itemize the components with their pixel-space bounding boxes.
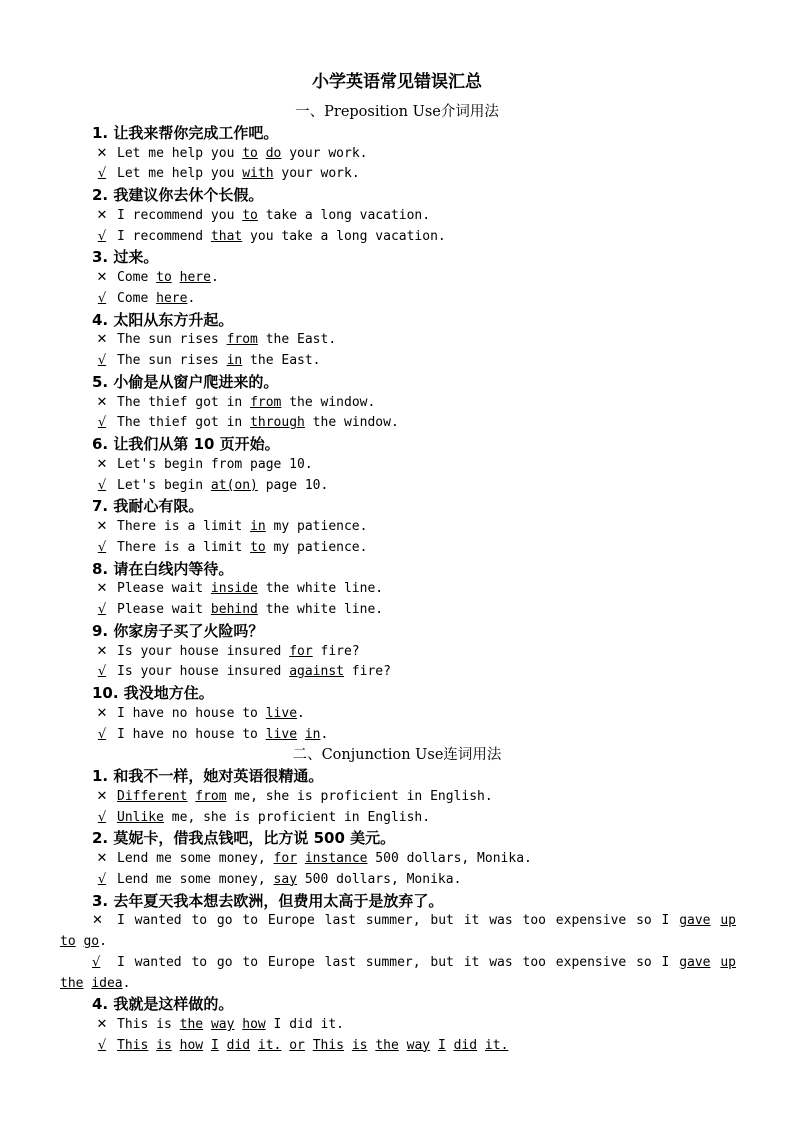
sentence-text: page 10. — [257, 477, 329, 493]
underlined-word: with — [242, 166, 274, 182]
sentence-text: . — [320, 726, 329, 742]
sentence-text: Come — [117, 270, 157, 285]
wrong-sentence — [92, 206, 430, 226]
underlined-word: Unlike — [117, 809, 164, 825]
underlined-word: up — [720, 954, 736, 970]
sentence-text: the East. — [242, 353, 321, 368]
sentence-text — [399, 1038, 407, 1053]
sentence-text — [477, 1038, 485, 1053]
underlined-word: I — [210, 1037, 219, 1053]
underlined-word: Different — [117, 788, 188, 804]
check-mark-icon: √ — [97, 664, 107, 680]
cross-mark-icon: ✕ — [96, 207, 108, 223]
question-chinese: 4. 太阳从东方升起。 — [92, 310, 234, 329]
correct-sentence — [92, 662, 391, 682]
underlined-word: did — [453, 1037, 478, 1053]
cross-mark-icon: ✕ — [96, 1017, 108, 1032]
question-chinese: 10. 我没地方住。 — [92, 684, 214, 702]
sentence-text — [219, 1038, 227, 1053]
sentence-text: This is — [117, 1017, 180, 1032]
sentence-text — [258, 146, 266, 161]
sentence-text: the window. — [281, 394, 376, 410]
wrong-sentence — [92, 911, 736, 931]
underlined-word: go — [83, 934, 100, 949]
cross-mark-icon: ✕ — [96, 332, 108, 348]
wrong-sentence — [92, 579, 383, 599]
sentence-text: the window. — [304, 415, 399, 431]
underlined-word: do — [265, 145, 282, 161]
sentence-text — [430, 1038, 438, 1053]
underlined-word: to — [242, 145, 258, 161]
sentence-text: There is a limit — [117, 539, 251, 555]
underlined-word: the — [179, 1017, 204, 1032]
sentence-text: my patience. — [265, 539, 368, 555]
sentence-text: Lend me some money, — [117, 871, 274, 887]
section-heading: 二、Conjunction Use连词用法 — [292, 747, 502, 764]
sentence-text: The sun rises — [117, 353, 227, 368]
correct-sentence — [92, 600, 383, 620]
underlined-word: This — [312, 1037, 345, 1053]
sentence-text: I recommend — [117, 228, 211, 244]
underlined-word: gave — [679, 954, 711, 970]
correct-sentence — [92, 1036, 508, 1056]
underlined-word: to — [242, 207, 258, 223]
sentence-text: 500 dollars, Monika. — [367, 851, 532, 866]
wrong-sentence-continued — [60, 932, 107, 952]
sentence-text — [305, 1038, 313, 1053]
sentence-text: Let me help you — [117, 166, 243, 182]
question-chinese: 3. 过来。 — [92, 248, 159, 267]
underlined-word: way — [406, 1037, 431, 1053]
underlined-word: live — [265, 705, 298, 721]
sentence-text: . — [99, 934, 107, 949]
sentence-text: your work. — [273, 166, 360, 182]
correct-sentence — [92, 870, 461, 890]
sentence-text: . — [187, 290, 196, 306]
underlined-word: from — [195, 788, 227, 804]
check-mark-icon: √ — [97, 726, 107, 742]
sentence-text: the white line. — [257, 581, 384, 597]
underlined-word: up — [720, 913, 736, 929]
cross-mark-icon: ✕ — [96, 394, 108, 410]
sentence-text: . — [122, 975, 131, 991]
underlined-word: gave — [679, 913, 711, 929]
sentence-text: I did it. — [265, 1017, 345, 1032]
wrong-sentence — [92, 517, 367, 537]
cross-mark-icon: ✕ — [96, 851, 108, 866]
sentence-text: Please wait — [117, 581, 211, 597]
sentence-text — [344, 1038, 352, 1053]
question-chinese: 9. 你家房子买了火险吗？ — [92, 621, 264, 640]
question-chinese: 3. 去年夏天我本想去欧洲，但费用太高于是放弃了。 — [92, 891, 444, 910]
correct-sentence — [92, 725, 328, 745]
question-chinese: 7. 我耐心有限。 — [92, 497, 204, 516]
cross-mark-icon: ✕ — [96, 145, 108, 161]
check-mark-icon: √ — [97, 1037, 107, 1053]
question-chinese: 4. 我就是这样做的。 — [92, 995, 234, 1014]
sentence-text: take a long vacation. — [257, 207, 431, 223]
correct-sentence — [92, 289, 195, 309]
underlined-word: here — [179, 270, 211, 285]
sentence-text — [711, 955, 721, 970]
underlined-word: I — [437, 1037, 446, 1053]
check-mark-icon: √ — [97, 871, 107, 887]
check-mark-icon: √ — [97, 539, 107, 555]
cross-mark-icon: ✕ — [96, 456, 108, 472]
sentence-text: I wanted to go to Europe last summer, but it was too expensive so I — [117, 954, 680, 970]
underlined-word: it. — [484, 1037, 509, 1053]
underlined-word: in — [304, 726, 321, 742]
sentence-text: Let's begin — [117, 477, 211, 493]
sentence-text: The thief got in — [117, 394, 251, 410]
sentence-text: I have no house to — [117, 705, 266, 721]
underlined-word: at(on) — [210, 477, 258, 493]
wrong-sentence — [92, 1015, 344, 1035]
cross-mark-icon: ✕ — [96, 643, 108, 659]
underlined-word: to — [250, 539, 266, 555]
underlined-word: here — [156, 290, 188, 306]
underlined-word: instance — [304, 851, 368, 866]
sentence-text — [172, 1038, 180, 1053]
question-chinese: 8. 请在白线内等待。 — [92, 559, 234, 578]
underlined-word: it. — [257, 1037, 282, 1053]
correct-sentence — [92, 413, 399, 433]
underlined-word: or — [289, 1037, 305, 1053]
underlined-word: for — [289, 643, 313, 659]
underlined-word: is — [156, 1037, 172, 1053]
underlined-word: way — [210, 1017, 235, 1032]
underlined-word: against — [289, 664, 344, 680]
sentence-text — [250, 1038, 258, 1053]
underlined-word: through — [250, 415, 305, 431]
question-chinese: 5. 小偷是从窗户爬进来的。 — [92, 372, 279, 391]
sentence-text: me, she is proficient in English. — [163, 809, 431, 825]
underlined-word: the — [375, 1037, 399, 1053]
sentence-text: There is a limit — [117, 519, 251, 534]
sentence-text — [297, 851, 305, 866]
underlined-word: how — [179, 1037, 204, 1053]
sentence-text: Is your house insured — [117, 643, 290, 659]
sentence-text: me, she is proficient in English. — [226, 788, 493, 804]
underlined-word: to — [156, 270, 172, 285]
sentence-text: The sun rises — [117, 332, 227, 348]
wrong-sentence — [92, 144, 367, 164]
sentence-text: I have no house to — [117, 726, 266, 742]
correct-sentence — [92, 538, 367, 558]
sentence-text: Let's begin from page 10. — [117, 456, 313, 472]
wrong-sentence — [92, 787, 493, 807]
sentence-text: Please wait — [117, 602, 211, 617]
underlined-word: behind — [210, 602, 258, 617]
wrong-sentence — [92, 642, 360, 662]
cross-mark-icon: ✕ — [96, 788, 108, 804]
correct-sentence — [92, 227, 446, 247]
underlined-word: say — [273, 871, 298, 887]
section-heading: 一、Preposition Use介词用法 — [295, 104, 499, 120]
question-chinese: 1. 让我来帮你完成工作吧。 — [92, 123, 279, 142]
document-title: 小学英语常见错误汇总 — [312, 72, 482, 92]
wrong-sentence — [92, 330, 336, 350]
cross-mark-icon: ✕ — [96, 270, 108, 285]
check-mark-icon: √ — [97, 602, 107, 617]
underlined-word: idea — [91, 975, 123, 991]
underlined-word: in — [250, 519, 266, 534]
question-chinese: 2. 莫妮卡，借我点钱吧，比方说 500 美元。 — [92, 829, 396, 848]
check-mark-icon: √ — [97, 228, 107, 244]
underlined-word: in — [226, 353, 243, 368]
cross-mark-icon: ✕ — [92, 913, 103, 929]
sentence-text: Come — [117, 290, 157, 306]
wrong-sentence — [92, 268, 219, 288]
wrong-sentence — [92, 455, 313, 475]
sentence-text — [172, 270, 180, 285]
correct-sentence — [92, 476, 328, 496]
underlined-word: This — [117, 1037, 149, 1053]
underlined-word: how — [242, 1017, 266, 1032]
check-mark-icon: √ — [97, 353, 107, 368]
underlined-word: for — [273, 851, 298, 866]
underlined-word: to — [60, 934, 76, 949]
underlined-word: from — [226, 332, 258, 348]
sentence-text: Let me help you — [117, 145, 243, 161]
check-mark-icon: √ — [97, 477, 107, 493]
sentence-text: my patience. — [265, 519, 368, 534]
check-mark-icon: √ — [97, 415, 107, 431]
wrong-sentence — [92, 704, 305, 724]
correct-sentence — [92, 164, 360, 184]
correct-sentence — [92, 808, 430, 828]
sentence-text: you take a long vacation. — [242, 228, 446, 244]
check-mark-icon: √ — [92, 954, 101, 970]
sentence-text: I recommend you — [117, 207, 243, 223]
sentence-text: fire? — [312, 643, 360, 659]
underlined-word: from — [250, 394, 282, 410]
cross-mark-icon: ✕ — [96, 705, 108, 721]
check-mark-icon: √ — [97, 166, 107, 182]
sentence-text: the white line. — [257, 602, 384, 617]
correct-sentence — [92, 351, 321, 371]
sentence-text — [297, 727, 305, 742]
underlined-word: that — [210, 228, 243, 244]
correct-sentence-continued — [60, 974, 130, 994]
underlined-word: the — [60, 975, 84, 991]
sentence-text: fire? — [343, 664, 391, 680]
sentence-text — [203, 1038, 211, 1053]
underlined-word: is — [351, 1037, 368, 1053]
sentence-text — [148, 1038, 156, 1053]
correct-sentence — [92, 953, 736, 973]
sentence-text: 500 dollars, Monika. — [297, 871, 462, 887]
sentence-text: Lend me some money, — [117, 851, 274, 866]
sentence-text — [446, 1038, 454, 1053]
check-mark-icon: √ — [97, 809, 107, 825]
cross-mark-icon: ✕ — [96, 581, 108, 597]
check-mark-icon: √ — [97, 290, 107, 306]
sentence-text — [711, 913, 721, 928]
underlined-word: inside — [210, 581, 258, 597]
sentence-text: . — [297, 705, 305, 721]
sentence-text: . — [210, 270, 219, 285]
question-chinese: 2. 我建议你去休个长假。 — [92, 186, 264, 204]
question-chinese: 6. 让我们从第 10 页开始。 — [92, 435, 280, 453]
cross-mark-icon: ✕ — [96, 519, 108, 534]
sentence-text: I wanted to go to Europe last summer, but it was too expensive so I — [117, 913, 680, 929]
sentence-text — [203, 1017, 211, 1032]
question-chinese: 1. 和我不一样，她对英语很精通。 — [92, 767, 324, 785]
wrong-sentence — [92, 849, 532, 869]
wrong-sentence — [92, 393, 375, 413]
underlined-word: did — [226, 1037, 251, 1053]
sentence-text: The thief got in — [117, 415, 251, 431]
sentence-text: the East. — [257, 332, 337, 348]
underlined-word: live — [265, 726, 298, 742]
sentence-text: Is your house insured — [117, 664, 290, 680]
sentence-text: your work. — [281, 145, 368, 161]
